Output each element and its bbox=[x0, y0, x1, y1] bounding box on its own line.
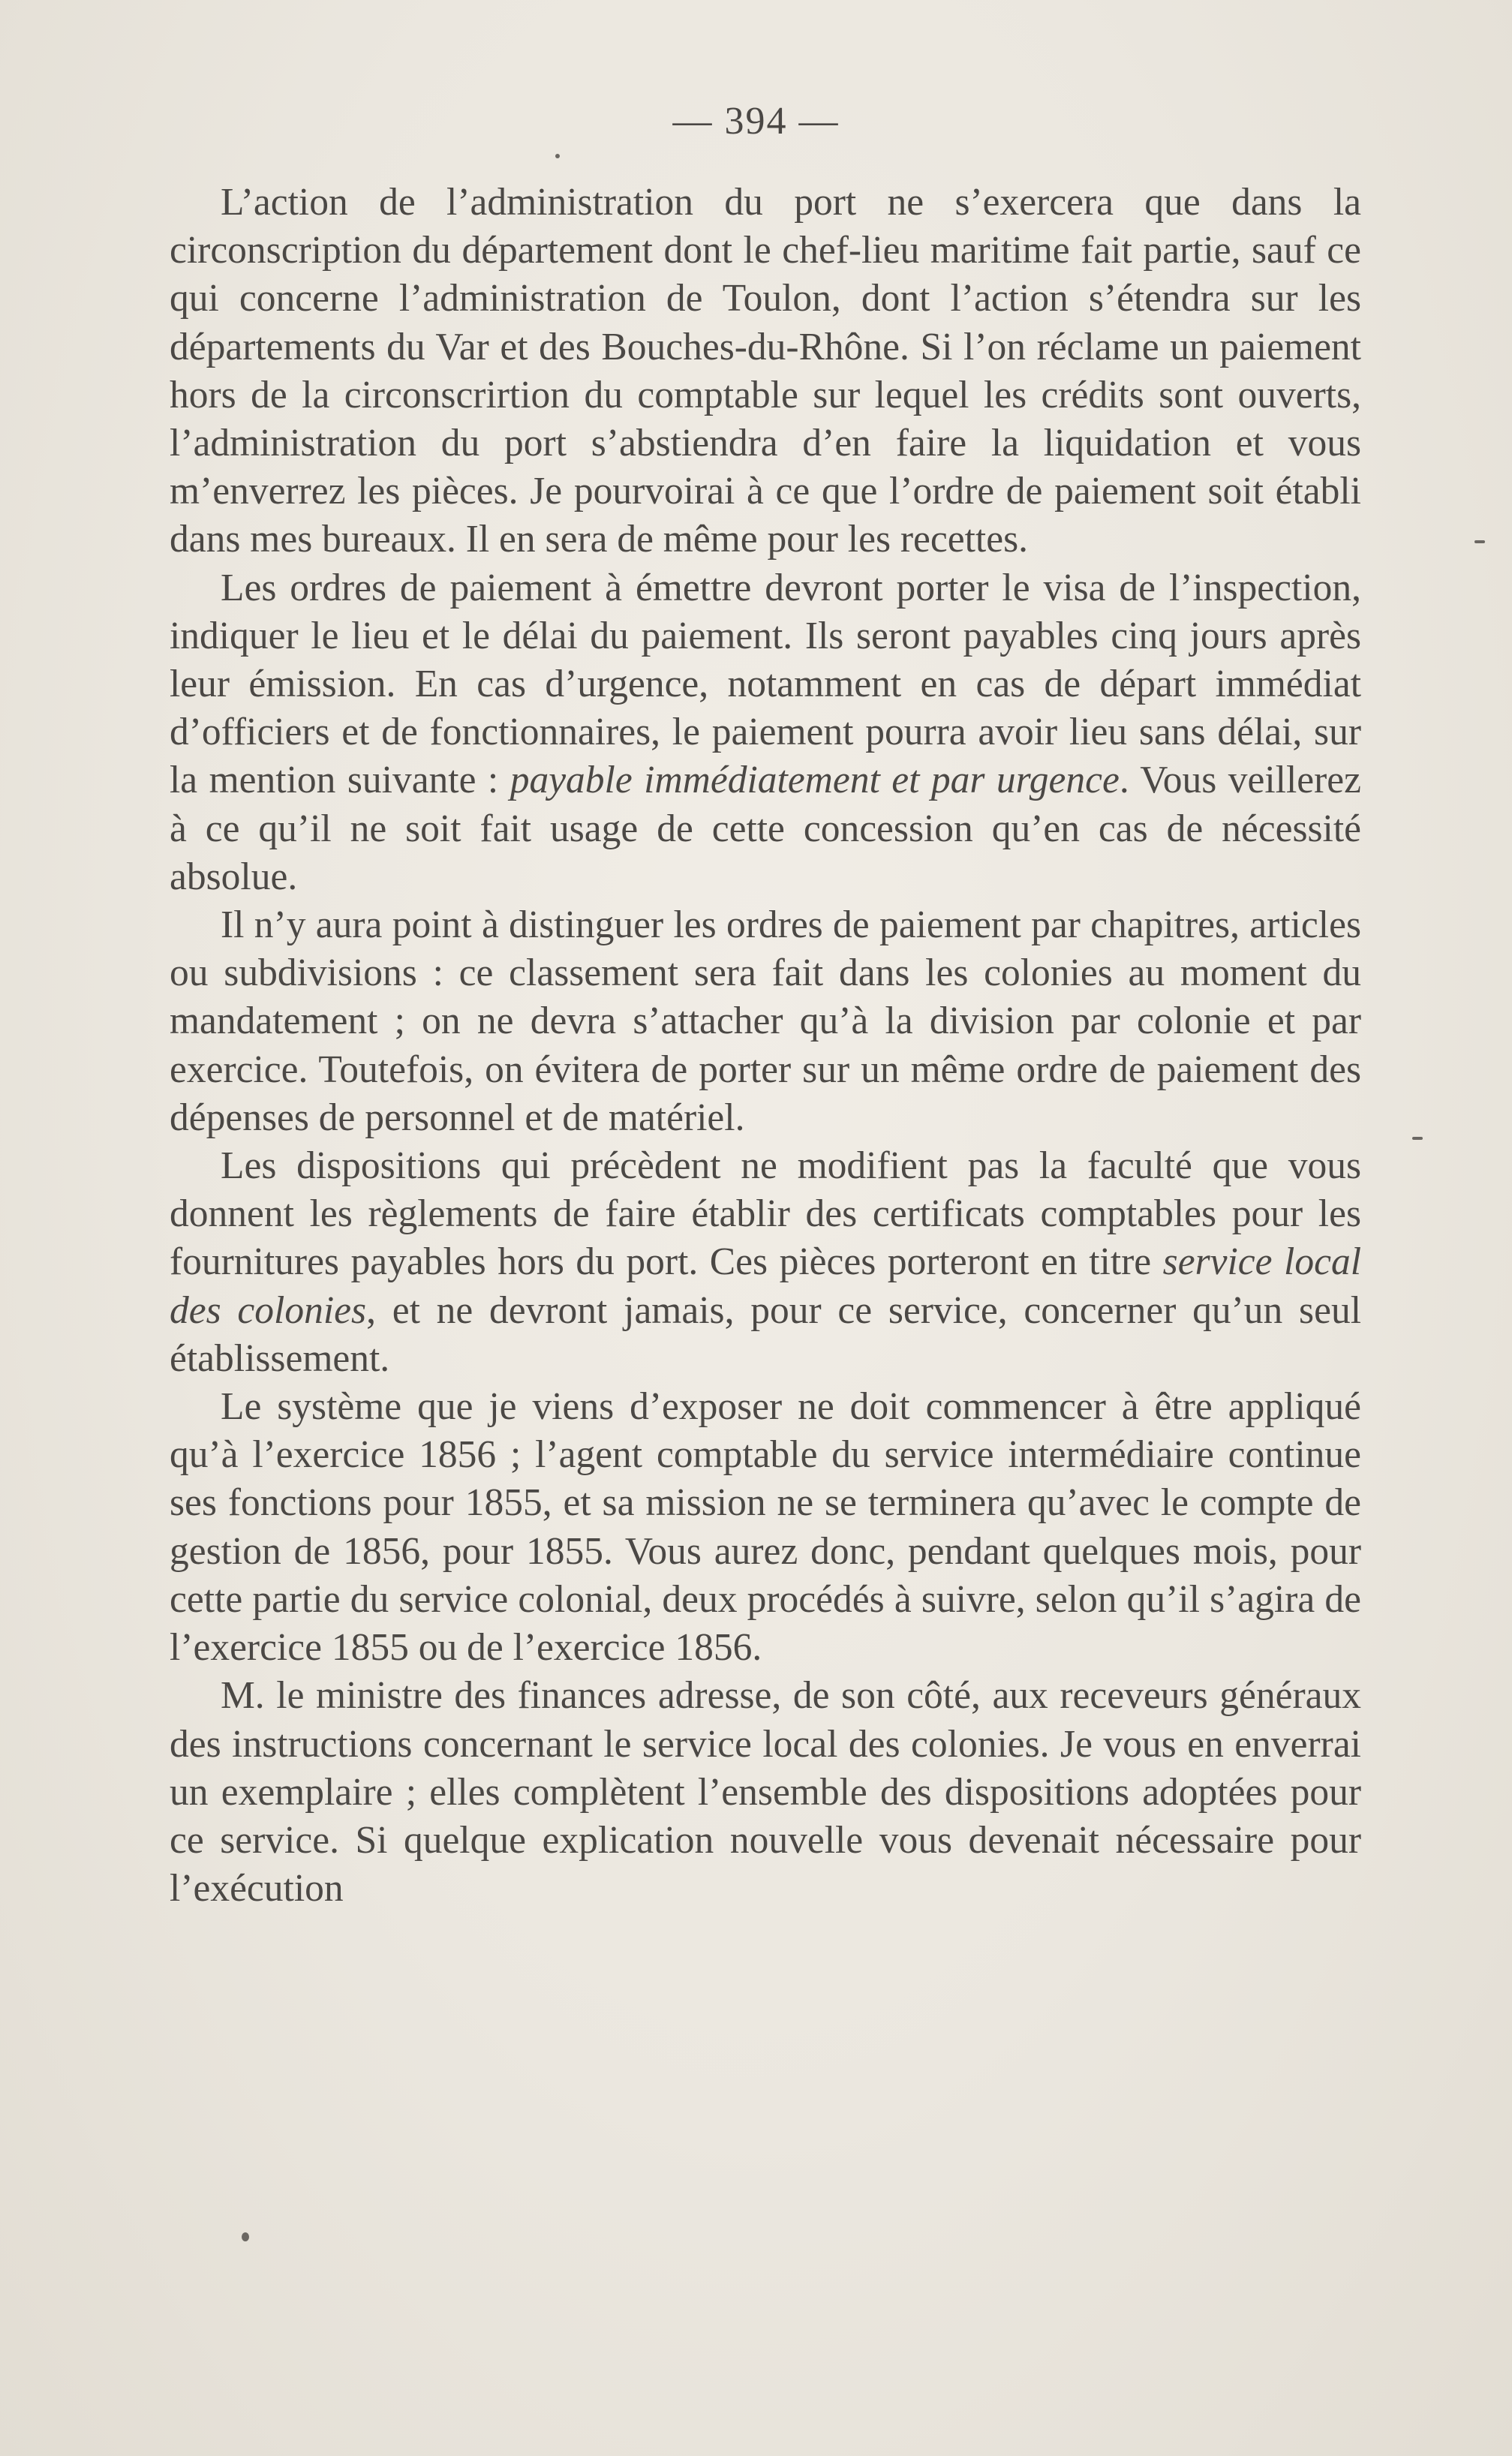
paragraph-4-text-before: Les dispositions qui précèdent ne modifient pas la faculté que vous donnent les règlements de faire établir des certificats comptables pour les fournitures payables hors du port. Ces pièces porteront en titre bbox=[170, 1144, 1361, 1284]
paragraph-1: L’action de l’administration du port ne s’exercera que dans la circonscription du département dont le chef-lieu maritime fait partie, sauf ce qui concerne l’administration de Toulon, dont l’action s’étendra sur les départements du Var et des Bouches-du-Rhône. Si l’on réclame un paiement hors de la circonscrirtion du comptable sur lequel les crédits sont ouverts, l’administration du port s’abstiendra d’en faire la liquidation et vous m’enverrez les pièces. Je pourvoirai à ce que l’ordre de paiement soit établi dans mes bureaux. Il en sera de même pour les recettes. bbox=[170, 181, 1361, 561]
paragraph-2-emphasis: payable immédiatement et par urgence bbox=[510, 759, 1120, 802]
paragraph-2 bbox=[170, 564, 1361, 901]
body-text bbox=[170, 179, 1361, 1913]
paragraph-2-text-after: . Vous veillerez à ce qu’il ne soit fait usage de cette concession qu’en cas de nécessité absolue. bbox=[170, 759, 1362, 898]
print-speck bbox=[1474, 540, 1485, 543]
paragraph-4 bbox=[170, 1142, 1361, 1383]
print-speck bbox=[242, 2232, 249, 2241]
print-speck bbox=[555, 154, 560, 158]
paragraph-5: Le système que je viens d’exposer ne doit commencer à être appliqué qu’à l’exercice 1856 ; l’agent comptable du service intermédiaire continue ses fonctions pour 1855, et sa mission ne se terminera qu’avec le compte de gestion de 1856, pour 1855. Vous aurez donc, pendant quelques mois, pour cette partie du service colonial, deux procédés à suivre, selon qu’il s’agira de l’exercice 1855 ou de l’exercice 1856. bbox=[170, 1385, 1361, 1670]
print-speck bbox=[1412, 1137, 1423, 1140]
paragraph-3: Il n’y aura point à distinguer les ordres de paiement par chapitres, articles ou subdivisions : ce classement sera fait dans les colonies au moment du mandatement ; on ne devra s’attacher qu’à la division par colonie et par exercice. Toutefois, on évitera de porter sur un même ordre de paiement des dépenses de personnel et de matériel. bbox=[170, 903, 1361, 1139]
page-number: — 394 — bbox=[672, 100, 840, 143]
paragraph-6: M. le ministre des finances adresse, de son côté, aux receveurs généraux des instructions concernant le service local des colonies. Je vous en enverrai un exemplaire ; elles complètent l’ensemble des dispositions adoptées pour ce service. Si quelque explication nouvelle vous devenait nécessaire pour l’exécution bbox=[170, 1674, 1361, 1910]
paragraph-4-emphasis: service local des colonies bbox=[170, 1240, 1361, 1332]
paragraph-2-text-before: Les ordres de paiement à émettre devront porter le visa de l’inspection, indiquer le lieu et le délai du paiement. Ils seront payables cinq jours après leur émission. En cas d’urgence, notamment en cas de départ immédiat d’officiers et de fonctionnaires, le paiement pourra avoir lieu sans délai, sur la mention suivante : bbox=[170, 566, 1361, 802]
paragraph-4-text-after: , et ne devront jamais, pour ce service, concerner qu’un seul établissement. bbox=[170, 1288, 1361, 1380]
